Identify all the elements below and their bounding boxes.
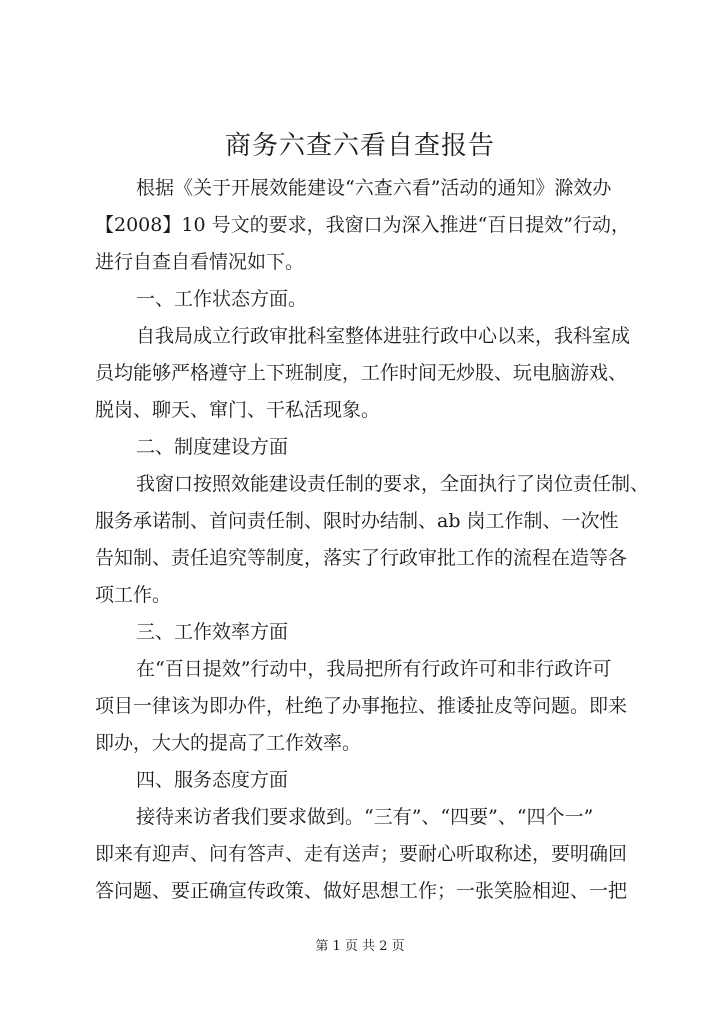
- paragraph-line: 告知制、责任追究等制度，落实了行政审批工作的流程在造等各: [95, 547, 628, 569]
- section-heading: 四、服务态度方面: [136, 769, 289, 791]
- paragraph-line: 答问题、要正确宣传政策、做好思想工作；一张笑脸相迎、一把: [95, 880, 628, 902]
- paragraph-line: 项工作。: [95, 584, 172, 606]
- paragraph-line: 【2008】10 号文的要求，我窗口为深入推进“百日提效”行动，: [95, 214, 630, 236]
- paragraph-line: 接待来访者我们要求做到。“三有”、“四要”、“四个一”: [136, 806, 594, 828]
- paragraph-line: 员均能够严格遵守上下班制度，工作时间无炒股、玩电脑游戏、: [95, 362, 628, 384]
- paragraph-line: 自我局成立行政审批科室整体进驻行政中心以来，我科室成: [136, 325, 631, 347]
- document-body: [95, 170, 650, 910]
- paragraph-line: 脱岗、聊天、窜门、干私活现象。: [95, 399, 381, 421]
- paragraph-line: 即来有迎声、问有答声、走有送声；要耐心听取称述，要明确回: [95, 843, 628, 865]
- paragraph-line: 根据《关于开展效能建设“六查六看”活动的通知》滁效办: [136, 177, 612, 199]
- section-heading: 一、工作状态方面。: [136, 288, 308, 310]
- paragraph-line: 项目一律该为即办件，杜绝了办事拖拉、推诿扯皮等问题。即来: [95, 695, 628, 717]
- paragraph-line: 在“百日提效”行动中，我局把所有行政许可和非行政许可: [136, 658, 612, 680]
- paragraph-line: 服务承诺制、首问责任制、限时办结制、ab 岗工作制、一次性: [95, 510, 619, 532]
- section-heading: 二、制度建设方面: [136, 436, 289, 458]
- document-title: 商务六查六看自查报告: [224, 131, 495, 161]
- paragraph-line: 即办，大大的提高了工作效率。: [95, 732, 362, 754]
- paragraph-line: 进行自查自看情况如下。: [95, 251, 305, 273]
- page-footer: 第 1 页 共 2 页: [315, 939, 405, 954]
- section-heading: 三、工作效率方面: [136, 621, 289, 643]
- paragraph-line: 我窗口按照效能建设责任制的要求，全面执行了岗位责任制、: [136, 473, 650, 495]
